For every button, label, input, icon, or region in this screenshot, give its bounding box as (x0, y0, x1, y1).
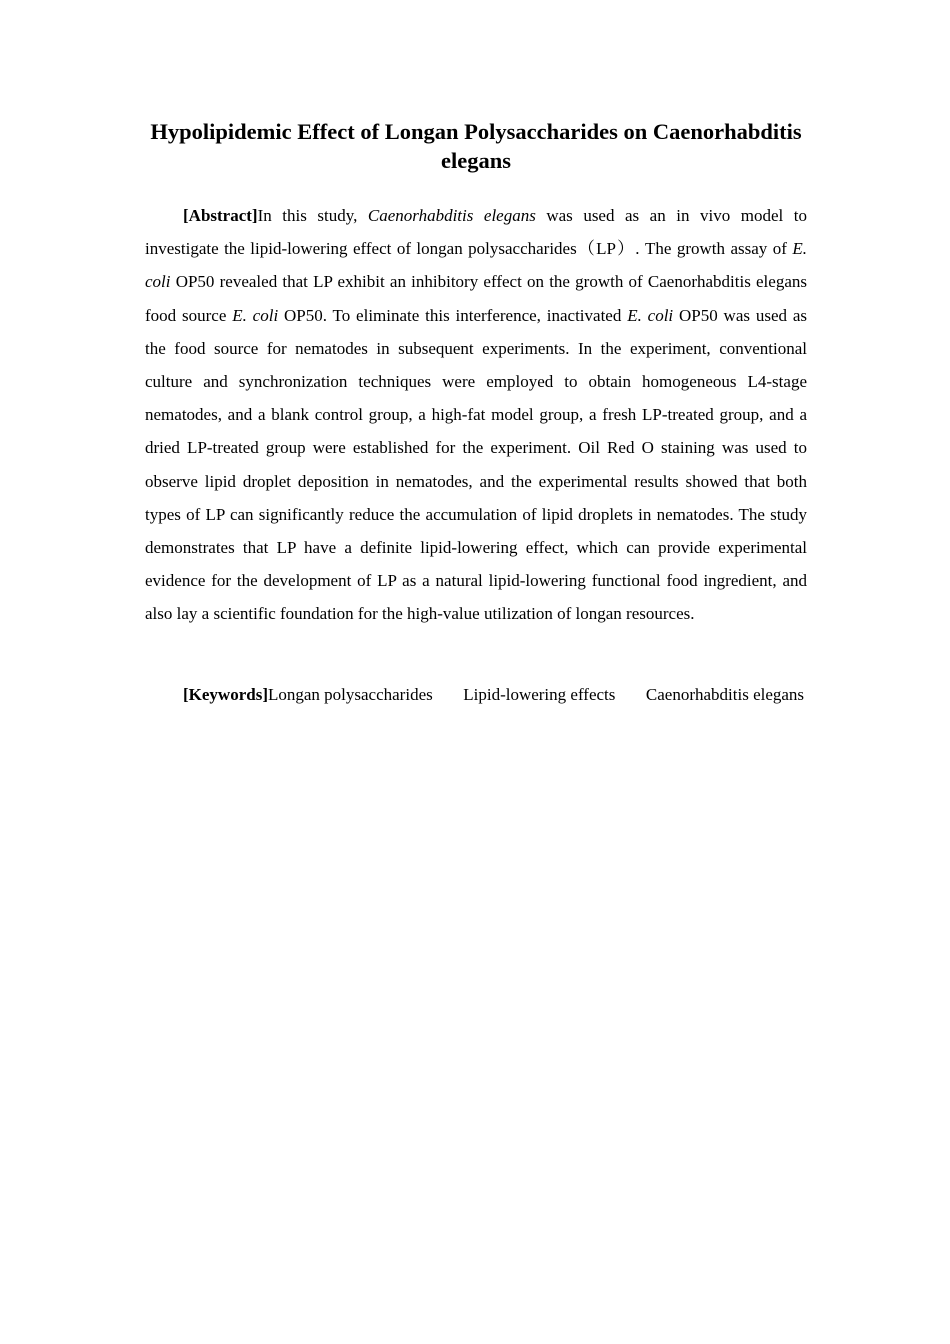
abstract-text: was used as an in vivo model to investigate the lipid-lowering effect of longan polysaccharides（LP）. The growth assay of (145, 206, 807, 259)
keyword-item: Longan polysaccharides (267, 684, 433, 704)
keyword-item: Caenorhabditis elegans (645, 684, 805, 704)
abstract-label: [Abstract] (183, 206, 258, 225)
abstract-paragraph (145, 199, 807, 631)
keywords-label: [Keywords] (183, 684, 268, 704)
abstract-bacteria-name: E. coli (145, 239, 807, 292)
keyword-item: Lipid-lowering effects (463, 684, 616, 704)
abstract-text: OP50 revealed that LP exhibit an inhibitory effect on the growth of Caenorhabditis elegans food source (145, 272, 807, 325)
keywords-paragraph (145, 677, 807, 713)
abstract-text: In this study, (257, 206, 368, 225)
abstract-text: OP50 was used as the food source for nematodes in subsequent experiments. In the experiment, conventional culture and synchronization techniques were employed to obtain homogeneous L4-stage nematodes, and a blank control group, a high-fat model group, a fresh LP-treated group, and a dried LP-treated group were established for the experiment. Oil Red O staining was used to observe lipid droplet deposition in nematodes, and the experimental results showed that both types of LP can significantly reduce the accumulation of lipid droplets in nematodes. The study demonstrates that LP have a definite lipid-lowering effect, which can provide experimental evidence for the development of LP as a natural lipid-lowering functional food ingredient, and also lay a scientific foundation for the high-value utilization of longan resources. (145, 305, 807, 624)
abstract-species-name: Caenorhabditis elegans (367, 206, 536, 225)
abstract-bacteria-name: E. coli (232, 305, 279, 325)
paper-title: Hypolipidemic Effect of Longan Polysaccharides on Caenorhabditis elegans (150, 119, 802, 173)
abstract-text: OP50. To eliminate this interference, inactivated (278, 305, 628, 325)
abstract-bacteria-name: E. coli (627, 305, 674, 325)
paper-page (145, 117, 807, 713)
